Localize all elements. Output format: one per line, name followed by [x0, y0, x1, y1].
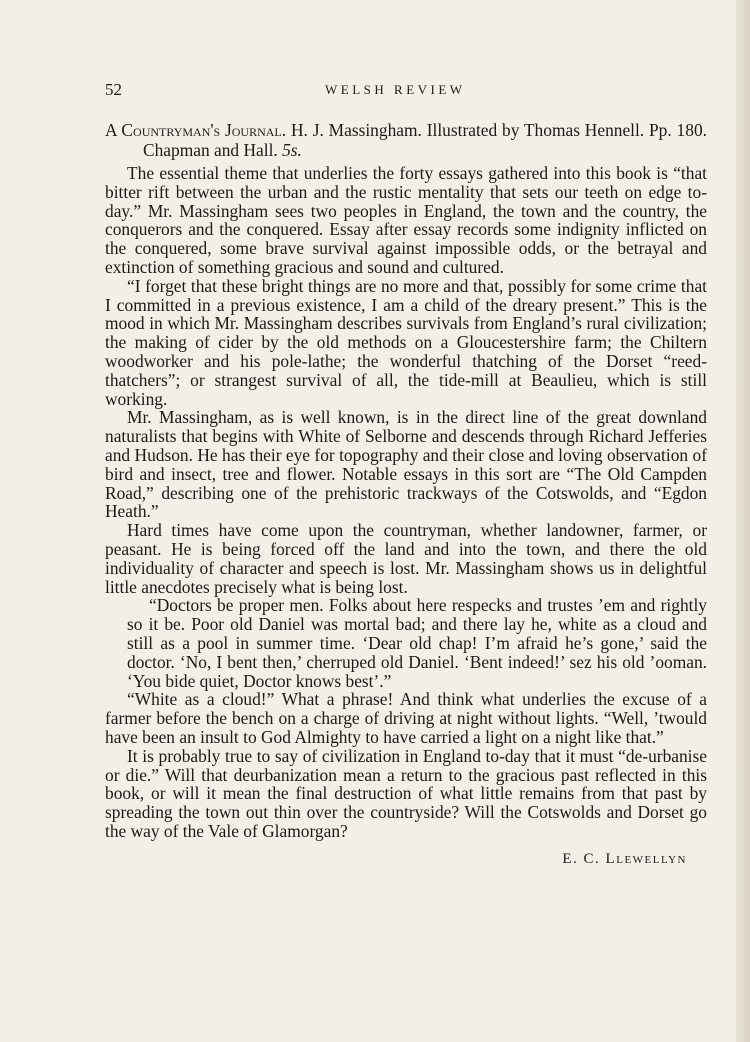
review-body: [105, 164, 707, 596]
book-title: A Countryman's Journal.: [105, 120, 287, 140]
paragraph: “White as a cloud!” What a phrase! And think what underlies the excuse of a farmer before the bench on a charge of driving at night without lights. “Well, ’twould have been an insult to God Almighty to have carried a light on a night like that.”: [105, 689, 707, 747]
book-price: 5s.: [282, 140, 302, 160]
printed-page: [105, 80, 707, 868]
paragraph: Hard times have come upon the countryman, whether landowner, farmer, or peasant. He is being forced off the land and into the town, and there the old individuality of character and speech is lost. Mr. Massingham shows us in delightful little anecdotes precisely what is being lost.: [105, 520, 707, 597]
review-heading: [105, 120, 707, 160]
journal-title: WELSH REVIEW: [325, 82, 466, 97]
running-head: [105, 80, 707, 104]
reviewer-signature: E. C. Llewellyn: [562, 850, 687, 867]
book-details: H. J. Massingham. Illustrated by Thomas Hennell. Pp. 180. Chapman and Hall.: [143, 120, 707, 160]
block-quote: [105, 596, 707, 690]
page-edge: [736, 0, 750, 1042]
quoted-anecdote: “Doctors be proper men. Folks about here respecks and trustes ’em and rightly so it be. Poor old Daniel was mortal bad; and there lay he, white as a cloud and still as a pool in summer time. ‘Dear old chap! I’m afraid he’s gone,’ said the doctor. ‘No, I bent then,’ cherruped old Daniel. ‘Bent indeed!’ sez his old ’ooman. ‘You bide quiet, Doctor knows best’.”: [127, 595, 707, 691]
paragraph: It is probably true to say of civilization in England to-day that it must “de-urbanise or die.” Will that deurbanization mean a return to the gracious past reflected in this book, or will it mean the final destruction of what little remains from that past by spreading the town out thin over the countryside? Will the Cotswolds and Dorset go the way of the Vale of Glamorgan?: [105, 745, 707, 841]
paragraph: “I forget that these bright things are no more and that, possibly for some crime that I committed in a previous existence, I am a child of the dreary present.” This is the mood in which Mr. Massingham describes survivals from England’s rural civilization; the making of cider by the old methods on a Gloucestershire farm; the Chiltern woodworker and his pole-lathe; the wonderful thatching of the Dorset “reed-thatchers”; or strangest survival of all, the tide-mill at Beaulieu, which is still working.: [105, 275, 707, 409]
paragraph: Mr. Massingham, as is well known, is in the direct line of the great downland naturalists that begins with White of Selborne and descends through Richard Jefferies and Hudson. He has their eye for topography and their close and loving observation of bird and insect, tree and flower. Notable essays in this sort are “The Old Campden Road,” describing one of the prehistoric trackways of the Cotswolds, and “Egdon Heath.”: [105, 407, 707, 522]
review-conclusion: [105, 690, 707, 840]
page-number: 52: [105, 80, 122, 99]
paragraph: The essential theme that underlies the forty essays gathered into this book is “that bitter rift between the urban and the rustic mentality that sets our teeth on edge to-day.” Mr. Massingham sees two peoples in England, the town and the country, the conquerors and the conquered. Essay after essay records some indignity inflicted on the conquered, some brave survival against impossible odds, or the betrayal and extinction of something gracious and sound and cultured.: [105, 163, 707, 277]
